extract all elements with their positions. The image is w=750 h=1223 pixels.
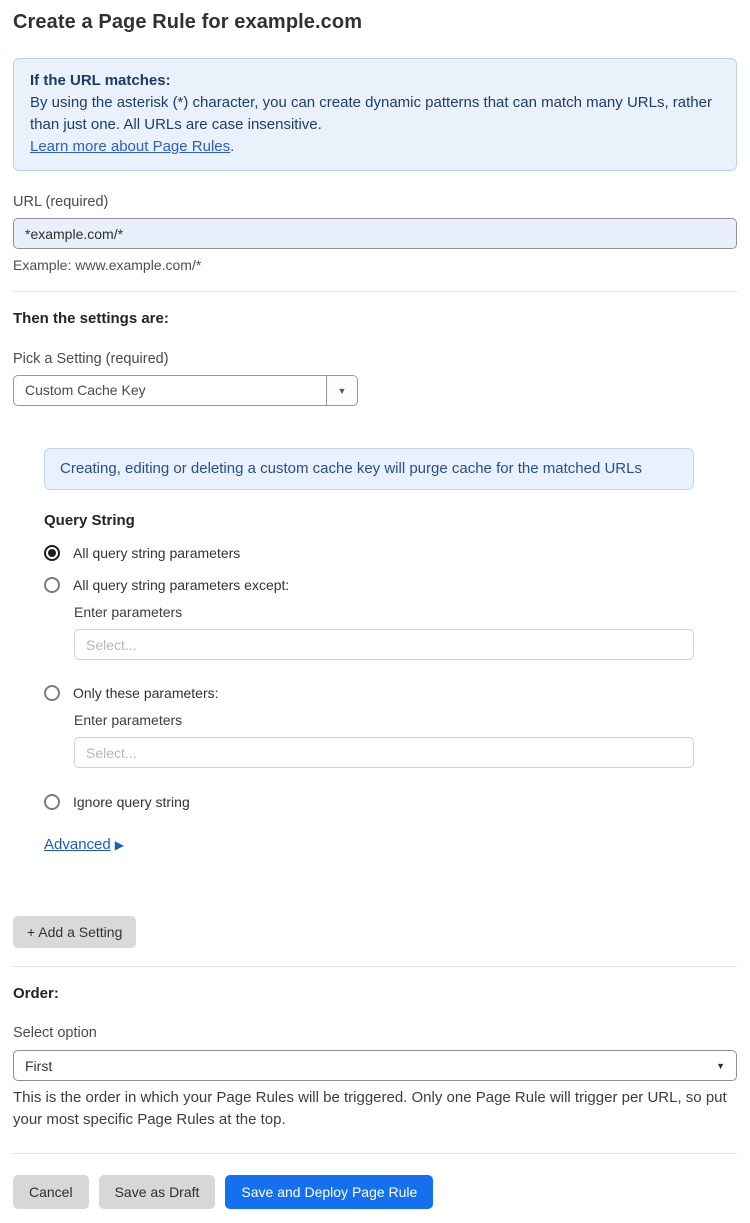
divider	[13, 291, 737, 292]
add-setting-button[interactable]: + Add a Setting	[13, 916, 136, 948]
info-box-link-line	[30, 136, 720, 158]
info-box-heading: If the URL matches:	[30, 72, 171, 89]
cancel-button[interactable]: Cancel	[13, 1175, 89, 1209]
radio-option-only-these[interactable]	[44, 685, 694, 701]
radio-option-label: Only these parameters:	[73, 685, 219, 701]
cache-key-settings-panel	[44, 448, 694, 854]
radio-option-ignore-qs[interactable]	[44, 794, 694, 810]
settings-section-heading: Then the settings are:	[13, 310, 169, 327]
chevron-down-icon: ▼	[337, 385, 347, 396]
setting-dropdown[interactable]	[13, 375, 358, 406]
order-select-value: First	[25, 1057, 53, 1074]
radio-option-label: All query string parameters	[73, 545, 241, 561]
order-heading: Order:	[13, 985, 59, 1002]
chevron-right-icon: ▶	[114, 838, 124, 852]
radio-button-icon[interactable]	[44, 545, 60, 561]
chevron-down-icon: ▼	[716, 1060, 725, 1071]
url-example-text: Example: www.example.com/*	[13, 257, 202, 273]
enter-parameters-label: Enter parameters	[74, 604, 183, 620]
save-draft-button[interactable]: Save as Draft	[99, 1175, 216, 1209]
enter-parameters-label: Enter parameters	[74, 712, 183, 728]
advanced-link[interactable]	[44, 836, 124, 853]
setting-dropdown-arrow-button[interactable]	[326, 376, 357, 405]
save-deploy-button[interactable]: Save and Deploy Page Rule	[225, 1175, 433, 1209]
purge-cache-notice: Creating, editing or deleting a custom cache key will purge cache for the matched URLs	[44, 448, 694, 490]
order-select[interactable]	[13, 1050, 737, 1081]
advanced-link-label: Advanced	[44, 836, 111, 853]
learn-more-link[interactable]: Learn more about Page Rules	[30, 138, 231, 155]
except-parameters-input[interactable]	[74, 629, 694, 660]
radio-option-label: All query string parameters except:	[73, 577, 290, 593]
radio-button-icon[interactable]	[44, 794, 60, 810]
pick-setting-label: Pick a Setting (required)	[13, 351, 169, 367]
url-field-label: URL (required)	[13, 194, 109, 210]
radio-option-label: Ignore query string	[73, 794, 190, 810]
order-helper-text: This is the order in which your Page Rules will be triggered. Only one Page Rule will trigger per URL, so put your most specific Page Rules at the top.	[13, 1089, 727, 1128]
page-title: Create a Page Rule for example.com	[13, 11, 363, 33]
radio-option-all-params[interactable]	[44, 545, 694, 561]
setting-dropdown-value: Custom Cache Key	[25, 382, 146, 398]
order-select-label: Select option	[13, 1025, 97, 1041]
divider	[13, 1153, 737, 1154]
radio-option-all-except[interactable]	[44, 577, 694, 593]
query-string-heading: Query String	[44, 512, 135, 529]
footer-actions	[13, 1175, 737, 1209]
only-parameters-input[interactable]	[74, 737, 694, 768]
radio-button-icon[interactable]	[44, 577, 60, 593]
info-box-body: By using the asterisk (*) character, you can create dynamic patterns that can match many URLs, rather than just one. All URLs are case insensitive.	[30, 94, 712, 133]
url-match-info-box	[13, 58, 737, 171]
url-input[interactable]	[13, 218, 737, 249]
link-suffix: .	[230, 138, 235, 155]
divider	[13, 966, 737, 967]
radio-button-icon[interactable]	[44, 685, 60, 701]
